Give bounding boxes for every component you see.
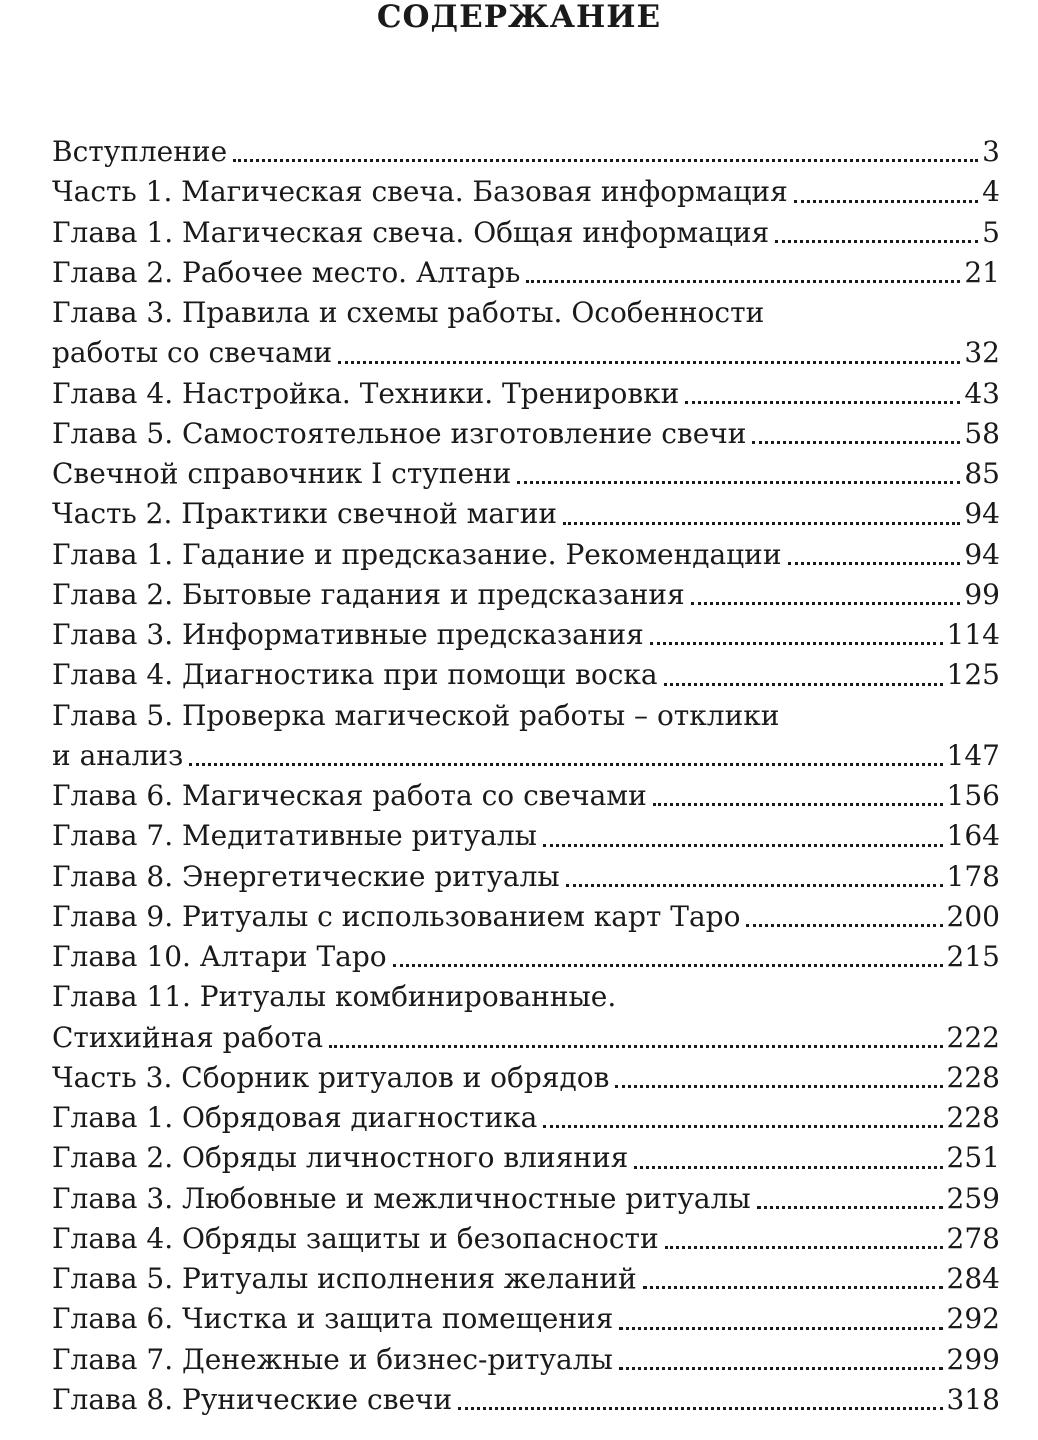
dot-leader [566, 884, 943, 887]
toc-entry-title: Глава 10. Алтари Таро [52, 940, 387, 973]
toc-entry-title: Глава 6. Чистка и защита помещения [52, 1302, 614, 1336]
toc-page-number: 43 [964, 376, 1000, 410]
toc-page-number: 284 [946, 1262, 1000, 1295]
dot-leader [338, 361, 960, 364]
toc-page-number: 125 [946, 658, 1000, 692]
toc-page-number: 259 [946, 1181, 1000, 1215]
toc-line [52, 1018, 1000, 1058]
toc-entry-title: и анализ [52, 738, 184, 772]
toc-entry-title: Глава 6. Магическая работа со свечами [52, 779, 647, 812]
dot-leader [543, 844, 943, 847]
toc-entry[interactable] [52, 776, 1000, 816]
toc-line [52, 1380, 1000, 1420]
toc-entry-title: Глава 1. Гадание и предсказание. Рекомендации [52, 537, 782, 571]
toc-line [52, 1058, 1000, 1098]
toc-line [52, 374, 1000, 414]
toc-page-number: 228 [946, 1101, 1000, 1134]
toc-page-number: 85 [964, 457, 1000, 490]
toc-page-number: 147 [946, 738, 1000, 772]
dot-leader [653, 803, 943, 806]
dot-leader [619, 1327, 942, 1330]
toc-entry-title: Глава 9. Ритуалы с использованием карт Таро [52, 899, 741, 933]
toc-page-number: 58 [964, 416, 1000, 450]
toc-entry[interactable] [52, 374, 1000, 414]
toc-line [52, 615, 1000, 655]
toc-entry-title: Глава 11. Ритуалы комбинированные. [52, 980, 617, 1014]
toc-entry[interactable] [52, 454, 1000, 494]
toc-line [52, 897, 1000, 937]
toc-page-number: 99 [964, 577, 1000, 611]
toc-entry-title: Часть 3. Сборник ритуалов и обрядов [52, 1060, 610, 1094]
toc-line [52, 1299, 1000, 1339]
toc-entry[interactable] [52, 172, 1000, 212]
toc-entry[interactable] [52, 414, 1000, 454]
toc-page-number: 164 [946, 819, 1000, 853]
toc-page-number: 215 [946, 940, 1000, 973]
toc-entry-title: Глава 2. Обряды личностного влияния [52, 1141, 629, 1175]
dot-leader [526, 280, 960, 283]
toc-entry-title: Глава 8. Рунические свечи [52, 1382, 453, 1416]
toc-page-number: 3 [982, 135, 1000, 168]
toc-line [52, 937, 1000, 977]
toc-line [52, 1098, 1000, 1138]
toc-page-number: 178 [946, 859, 1000, 893]
toc-entry[interactable] [52, 1138, 1000, 1178]
toc-line [52, 736, 1000, 776]
toc-entry-title: Глава 3. Информативные предсказания [52, 618, 644, 651]
toc-page-number: 21 [964, 255, 1000, 289]
dot-leader [664, 683, 943, 686]
toc-line [52, 1259, 1000, 1299]
dot-leader [757, 1206, 943, 1209]
toc-line [52, 414, 1000, 454]
toc-entry[interactable] [52, 494, 1000, 534]
toc-entry[interactable] [52, 132, 1000, 172]
toc-line [52, 535, 1000, 575]
dot-leader [233, 159, 978, 162]
dot-leader [775, 240, 978, 243]
toc-entry[interactable] [52, 213, 1000, 253]
toc-entry[interactable] [52, 1058, 1000, 1098]
dot-leader [393, 964, 943, 967]
toc-line [52, 575, 1000, 615]
toc-entry-title: Глава 4. Диагностика при помощи воска [52, 658, 658, 692]
toc-line [52, 132, 1000, 172]
dot-leader [517, 481, 960, 484]
toc-entry-title: Часть 1. Магическая свеча. Базовая информация [52, 175, 788, 209]
toc-page-number: 251 [946, 1141, 1000, 1175]
toc-line [52, 776, 1000, 816]
toc-line [52, 655, 1000, 695]
toc-line [52, 1340, 1000, 1380]
toc-entry[interactable] [52, 937, 1000, 977]
toc-page-number: 114 [946, 618, 1000, 651]
toc-line [52, 454, 1000, 494]
toc-entry-title: Глава 5. Самостоятельное изготовление свечи [52, 416, 747, 450]
toc-line [52, 857, 1000, 897]
toc-entry[interactable] [52, 977, 1000, 1058]
toc-entry-title: Глава 5. Ритуалы исполнения желаний [52, 1262, 637, 1295]
toc-entry[interactable] [52, 1340, 1000, 1380]
toc-entry[interactable] [52, 816, 1000, 856]
toc-page-number: 228 [946, 1060, 1000, 1094]
dot-leader [615, 1085, 942, 1088]
dot-leader [650, 642, 943, 645]
dot-leader [458, 1407, 942, 1410]
dot-leader [794, 200, 978, 203]
dot-leader [634, 1166, 942, 1169]
toc-page-number: 299 [946, 1342, 1000, 1376]
page-title: СОДЕРЖАНИЕ [376, 0, 662, 35]
toc-line [52, 213, 1000, 253]
toc-entry[interactable] [52, 253, 1000, 293]
dot-leader [788, 562, 961, 565]
toc-entry-title: Часть 2. Практики свечной магии [52, 497, 558, 531]
toc-entry-title: Глава 4. Обряды защиты и безопасности [52, 1221, 659, 1255]
toc-entry[interactable] [52, 1179, 1000, 1219]
toc-entry-title: Глава 7. Медитативные ритуалы [52, 819, 537, 853]
toc-line [52, 333, 1000, 373]
toc-entry-title: Свечной справочник I ступени [52, 457, 512, 490]
toc-entry-title: Стихийная работа [52, 1020, 324, 1054]
toc-entry[interactable] [52, 857, 1000, 897]
toc-page-number: 292 [946, 1302, 1000, 1336]
toc-entry[interactable] [52, 897, 1000, 937]
toc-entry[interactable] [52, 1299, 1000, 1339]
toc-page-number: 32 [964, 336, 1000, 370]
dot-leader [685, 401, 960, 404]
toc-entry-title: Глава 1. Обрядовая диагностика [52, 1101, 538, 1134]
toc-entry-title: Глава 2. Бытовые гадания и предсказания [52, 577, 685, 611]
toc-entry[interactable] [52, 655, 1000, 695]
dot-leader [746, 924, 942, 927]
toc-entry[interactable] [52, 1098, 1000, 1138]
toc-page-number: 156 [946, 779, 1000, 812]
toc-line [52, 172, 1000, 212]
toc-entry-title: Глава 2. Рабочее место. Алтарь [52, 255, 521, 289]
toc-entry-title: Вступление [52, 135, 228, 168]
toc-page-number: 5 [982, 215, 1000, 249]
toc-page-number: 200 [946, 899, 1000, 933]
toc-entry-title: Глава 3. Любовные и межличностные ритуалы [52, 1181, 751, 1215]
toc-line [52, 816, 1000, 856]
toc-entry[interactable] [52, 293, 1000, 374]
toc-entry[interactable] [52, 1259, 1000, 1299]
toc-entry-title: Глава 1. Магическая свеча. Общая информация [52, 215, 770, 249]
toc-page-number: 222 [946, 1020, 1000, 1054]
toc-entry-title: Глава 7. Денежные и бизнес-ритуалы [52, 1342, 613, 1376]
toc-line [52, 1138, 1000, 1178]
toc-entry-title: Глава 4. Настройка. Техники. Тренировки [52, 376, 680, 410]
dot-leader [643, 1286, 943, 1289]
toc-page-number: 278 [946, 1221, 1000, 1255]
toc-entry[interactable] [52, 535, 1000, 575]
toc-entry-title: Глава 3. Правила и схемы работы. Особенности [52, 296, 765, 329]
toc-page-number: 318 [946, 1382, 1000, 1416]
dot-leader [619, 1367, 943, 1370]
toc-line [52, 696, 1000, 736]
toc-line [52, 293, 1000, 333]
toc-line [52, 253, 1000, 293]
dot-leader [691, 602, 961, 605]
dot-leader [665, 1246, 943, 1249]
toc-line [52, 977, 1000, 1017]
toc-page-number: 94 [964, 497, 1000, 531]
toc-entry-title: работы со свечами [52, 336, 333, 370]
toc-entry[interactable] [52, 1219, 1000, 1259]
toc-page-number: 4 [982, 175, 1000, 209]
dot-leader [329, 1045, 942, 1048]
toc-entry-title: Глава 8. Энергетические ритуалы [52, 859, 560, 893]
toc-entry[interactable] [52, 696, 1000, 777]
toc-entry[interactable] [52, 575, 1000, 615]
toc-entry[interactable] [52, 615, 1000, 655]
dot-leader [189, 763, 942, 766]
toc-entry-title: Глава 5. Проверка магической работы – отклики [52, 698, 780, 732]
table-of-contents [52, 132, 1000, 1420]
toc-line [52, 1219, 1000, 1259]
dot-leader [752, 441, 960, 444]
toc-line [52, 1179, 1000, 1219]
dot-leader [563, 522, 960, 525]
toc-entry[interactable] [52, 1380, 1000, 1420]
toc-page-number: 94 [964, 537, 1000, 571]
dot-leader [543, 1125, 942, 1128]
toc-line [52, 494, 1000, 534]
